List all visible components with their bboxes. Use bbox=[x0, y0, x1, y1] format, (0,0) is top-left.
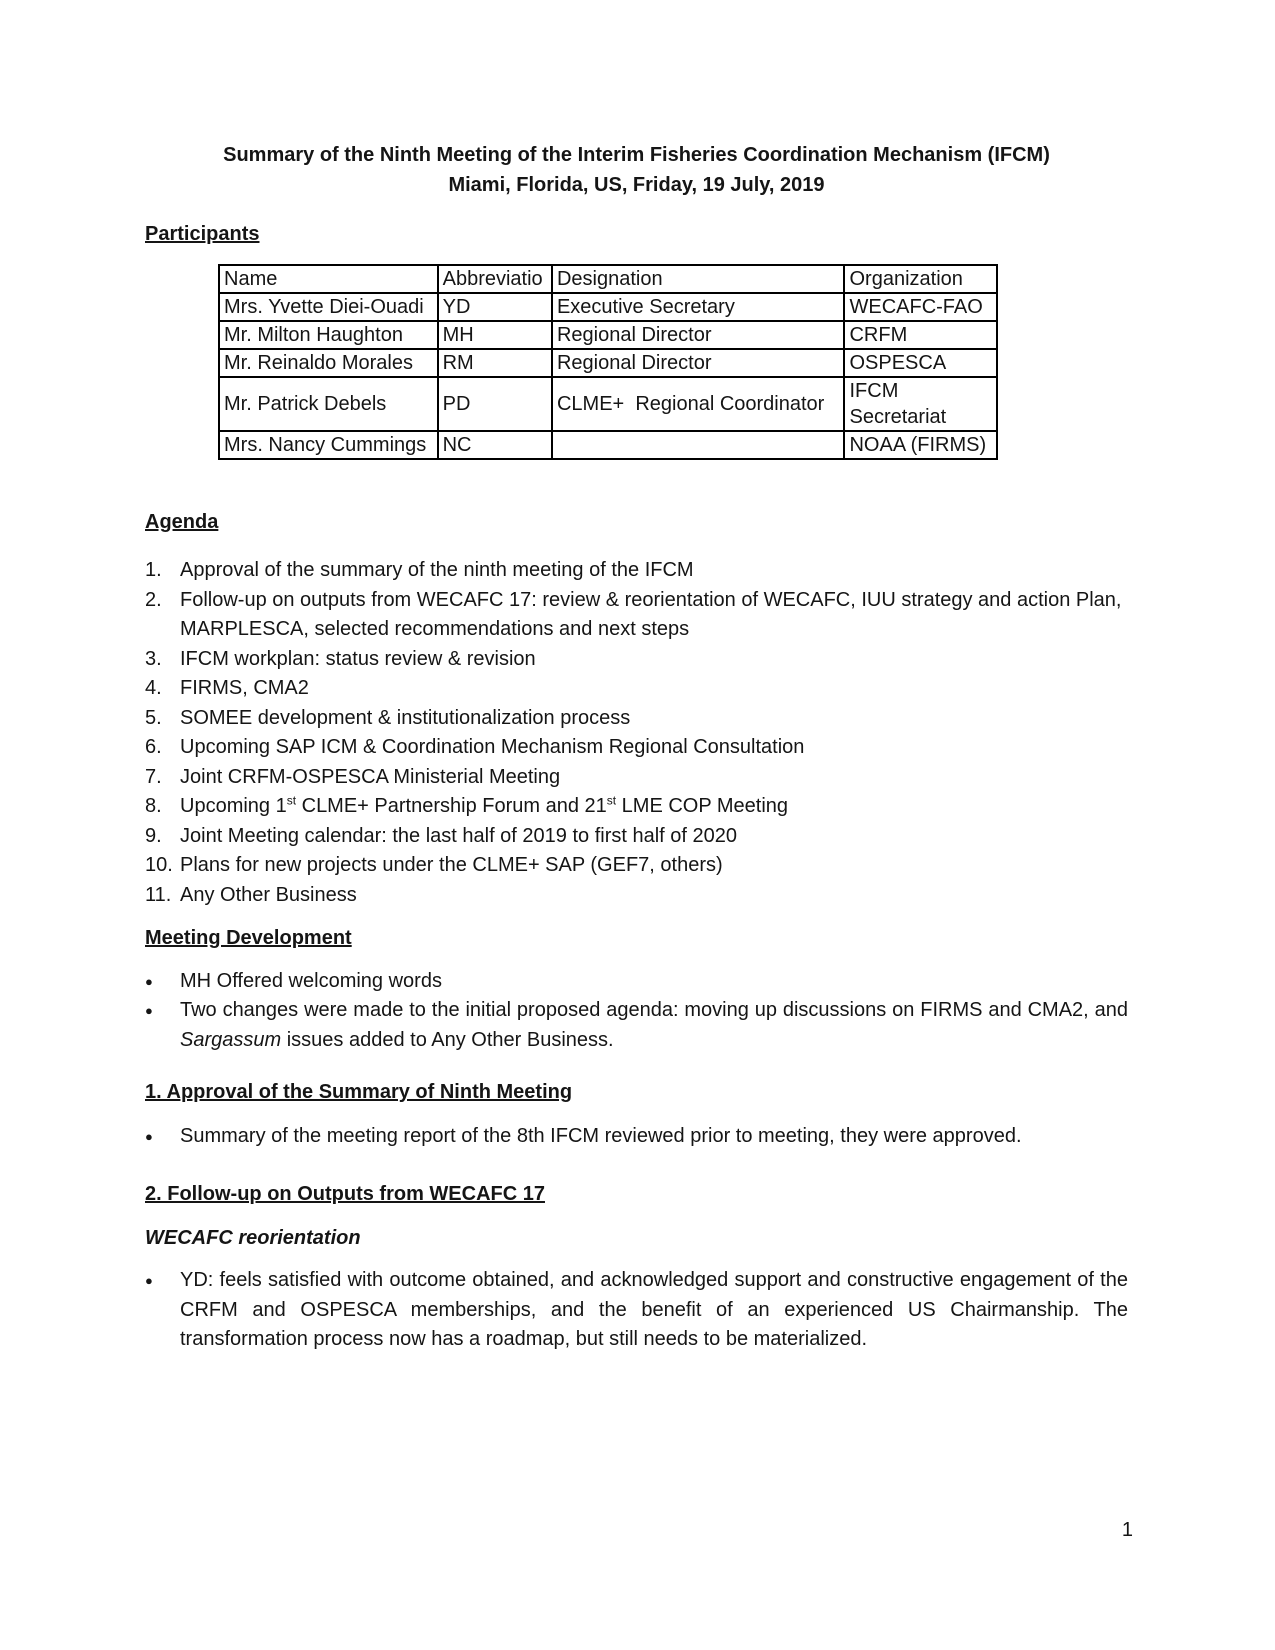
cell-designation: CLME+ Regional Coordinator bbox=[552, 377, 845, 431]
participants-table bbox=[218, 264, 998, 460]
bullet-item bbox=[145, 967, 1128, 997]
agenda-item-number: 11. bbox=[145, 883, 172, 906]
agenda-item-text: Approval of the summary of the ninth meeting of the IFCM bbox=[180, 559, 694, 581]
section1-bullets bbox=[145, 1122, 1128, 1152]
section2-subheading: WECAFC reorientation bbox=[145, 1226, 361, 1249]
ordinal-superscript: st bbox=[286, 793, 297, 808]
cell-name: Mr. Patrick Debels bbox=[219, 377, 438, 431]
agenda-item-text: Follow-up on outputs from WECAFC 17: review & reorientation of WECAFC, IUU strategy and action Plan, MARPLESCA, selected recommendations and next steps bbox=[180, 588, 1122, 640]
cell-name: Mr. Milton Haughton bbox=[219, 321, 438, 349]
agenda-item-number: 2. bbox=[145, 588, 162, 611]
cell-organization: OSPESCA bbox=[844, 349, 997, 377]
agenda-item-number: 3. bbox=[145, 647, 162, 670]
table-row bbox=[219, 293, 997, 321]
bullet-text-post: issues added to Any Other Business. bbox=[281, 1028, 614, 1051]
agenda-item-text-post: LME COP Meeting bbox=[616, 795, 789, 817]
header-cell-abbreviation: Abbreviatio bbox=[438, 265, 552, 293]
cell-abbreviation: NC bbox=[438, 431, 552, 459]
table-row bbox=[219, 377, 997, 431]
agenda-item-number: 4. bbox=[145, 677, 162, 699]
agenda-item bbox=[145, 822, 1128, 852]
cell-designation: Regional Director bbox=[552, 349, 845, 377]
bullet-item bbox=[145, 1122, 1128, 1152]
agenda-item-number: 6. bbox=[145, 736, 162, 758]
section2-bullets bbox=[145, 1266, 1128, 1355]
agenda-item bbox=[145, 674, 1128, 704]
agenda-item bbox=[145, 881, 1128, 911]
ordinal-superscript: st bbox=[606, 793, 617, 808]
agenda-item-number: 1. bbox=[145, 559, 162, 581]
bullet-text: YD: feels satisfied with outcome obtained, and acknowledged support and constructive engagement of the CRFM and OSPESCA memberships, and the benefit of an experienced US Chairmanship. The transformation process now has a roadmap, but still needs to be materialized. bbox=[180, 1269, 1128, 1350]
table-header-row bbox=[219, 265, 997, 293]
document-title bbox=[145, 141, 1128, 200]
bullet-text: MH Offered welcoming words bbox=[180, 969, 442, 992]
cell-abbreviation: YD bbox=[438, 293, 552, 321]
bullet-text-pre: Two changes were made to the initial proposed agenda: moving up discussions on FIRMS and CMA2, and bbox=[180, 999, 1128, 1021]
agenda-item-text: Plans for new projects under the CLME+ SAP (GEF7, others) bbox=[180, 854, 723, 876]
agenda-item-text-pre: Upcoming 1 bbox=[180, 795, 287, 817]
bullet-item bbox=[145, 996, 1128, 1055]
cell-organization: NOAA (FIRMS) bbox=[844, 431, 997, 459]
agenda-item bbox=[145, 645, 1128, 675]
cell-abbreviation: MH bbox=[438, 321, 552, 349]
cell-designation: Executive Secretary bbox=[552, 293, 845, 321]
agenda-item bbox=[145, 792, 1128, 822]
agenda-item-text bbox=[180, 792, 1128, 822]
agenda-item-number: 9. bbox=[145, 824, 162, 847]
header-cell-designation: Designation bbox=[552, 265, 845, 293]
agenda-item-number: 8. bbox=[145, 795, 162, 817]
agenda-item-number: 7. bbox=[145, 765, 162, 788]
meeting-development-heading: Meeting Development bbox=[145, 927, 352, 949]
agenda-item-number: 5. bbox=[145, 706, 162, 729]
agenda-list bbox=[145, 556, 1128, 910]
agenda-item bbox=[145, 704, 1128, 734]
agenda-item-text: FIRMS, CMA2 bbox=[180, 677, 309, 699]
page-number: 1 bbox=[1121, 1519, 1133, 1541]
agenda-item-text-mid: CLME+ Partnership Forum and 21 bbox=[296, 795, 607, 817]
bullet-icon: ● bbox=[145, 973, 153, 989]
bullet-item bbox=[145, 1266, 1128, 1355]
table-row bbox=[219, 349, 997, 377]
meeting-development-bullets bbox=[145, 967, 1128, 1056]
agenda-item bbox=[145, 556, 1128, 586]
bullet-text bbox=[180, 996, 1128, 1055]
agenda-item-text: Joint Meeting calendar: the last half of 2019 to first half of 2020 bbox=[180, 824, 738, 847]
cell-organization: CRFM bbox=[844, 321, 997, 349]
agenda-item bbox=[145, 763, 1128, 793]
agenda-item-text: Upcoming SAP ICM & Coordination Mechanism Regional Consultation bbox=[180, 736, 805, 758]
section2-heading: 2. Follow-up on Outputs from WECAFC 17 bbox=[145, 1183, 545, 1205]
table-row bbox=[219, 321, 997, 349]
cell-designation: Regional Director bbox=[552, 321, 845, 349]
title-line-1: Summary of the Ninth Meeting of the Interim Fisheries Coordination Mechanism (IFCM) bbox=[223, 144, 1050, 166]
agenda-heading: Agenda bbox=[145, 510, 219, 533]
agenda-item-text: SOMEE development & institutionalization process bbox=[180, 706, 631, 729]
cell-abbreviation: RM bbox=[438, 349, 552, 377]
cell-name: Mrs. Yvette Diei-Ouadi bbox=[219, 293, 438, 321]
agenda-item-text: Any Other Business bbox=[180, 883, 357, 906]
header-cell-name: Name bbox=[219, 265, 438, 293]
bullet-text: Summary of the meeting report of the 8th IFCM reviewed prior to meeting, they were approved. bbox=[180, 1124, 1022, 1147]
cell-designation bbox=[552, 431, 845, 459]
agenda-item-text: IFCM workplan: status review & revision bbox=[180, 647, 536, 670]
bullet-icon: ● bbox=[145, 1128, 153, 1144]
agenda-item bbox=[145, 851, 1128, 881]
cell-name: Mr. Reinaldo Morales bbox=[219, 349, 438, 377]
bullet-icon: ● bbox=[145, 1273, 153, 1288]
header-cell-organization: Organization bbox=[844, 265, 997, 293]
cell-name: Mrs. Nancy Cummings bbox=[219, 431, 438, 459]
cell-abbreviation: PD bbox=[438, 377, 552, 431]
cell-organization: IFCM Secretariat bbox=[844, 377, 997, 431]
participants-heading: Participants bbox=[145, 223, 260, 245]
agenda-item bbox=[145, 733, 1128, 763]
section1-heading: 1. Approval of the Summary of Ninth Meeting bbox=[145, 1081, 573, 1103]
agenda-item-text: Joint CRFM-OSPESCA Ministerial Meeting bbox=[180, 765, 561, 788]
agenda-item-number: 10. bbox=[145, 854, 173, 876]
agenda-item bbox=[145, 586, 1128, 645]
bullet-text-italic: Sargassum bbox=[180, 1028, 282, 1051]
bullet-icon: ● bbox=[145, 1003, 153, 1018]
title-line-2: Miami, Florida, US, Friday, 19 July, 2019 bbox=[448, 173, 825, 196]
cell-organization: WECAFC-FAO bbox=[844, 293, 997, 321]
table-row bbox=[219, 431, 997, 459]
